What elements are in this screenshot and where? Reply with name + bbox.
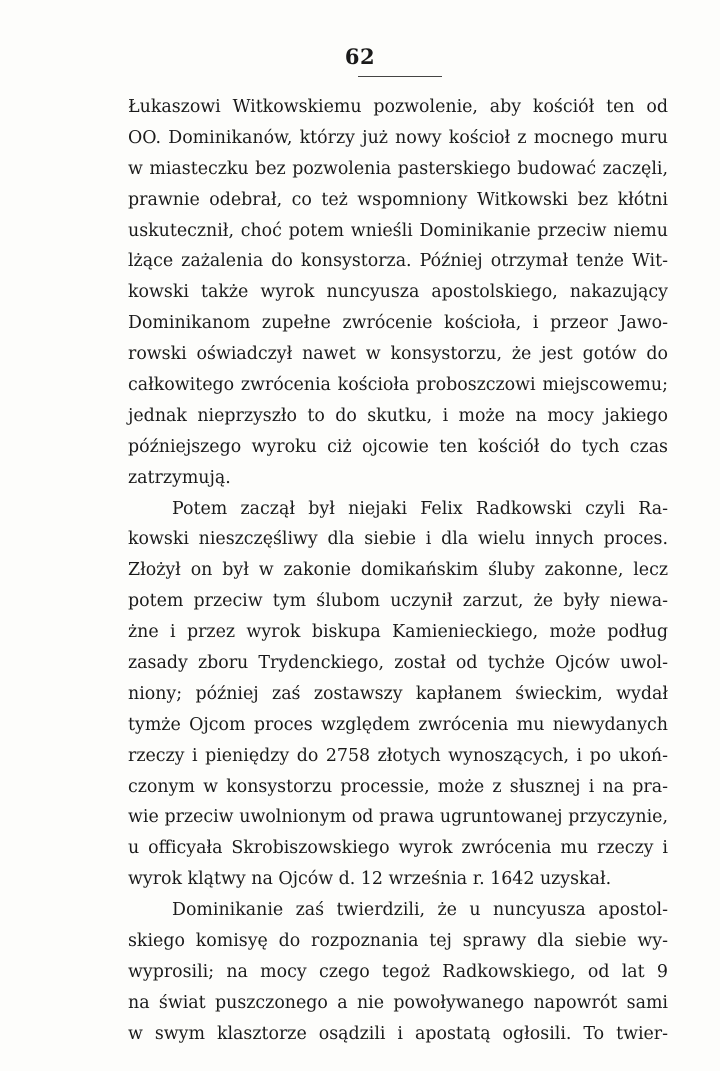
text-line: wyrok klątwy na Ojców d. 12 września r. 1642 uzyskał. (128, 869, 612, 890)
text-line: potem przeciw tym ślubom uczynił zarzut, że były niewa- (128, 591, 668, 612)
text-line: kowski nieszczęśliwy dla siebie i dla wielu innych proces. (128, 529, 668, 550)
text-line: Dominikanom zupełne zwrócenie kościoła, i przeor Jawo- (128, 313, 668, 334)
text-line: rowski oświadczył nawet w konsystorzu, że jest gotów do (128, 344, 668, 365)
text-line: skiego komisyę do rozpoznania tej sprawy dla siebie wy- (128, 931, 668, 952)
text-line: niony; później zaś zostawszy kapłanem świeckim, wydał (128, 683, 668, 704)
text-line: u officyała Skrobiszowskiego wyrok zwrócenia mu rzeczy i (128, 838, 668, 859)
text-line: Łukaszowi Witkowskiemu pozwolenie, aby kościół ten od (128, 97, 668, 117)
text-line: jednak nieprzyszło to do skutku, i może na mocy jakiego (128, 405, 668, 426)
text-line: w miasteczku bez pozwolenia pasterskiego budować zaczęli, (128, 158, 668, 179)
text-line: rzeczy i pieniędzy do 2758 złotych wynoszących, i po ukoń- (128, 745, 668, 766)
text-line: zatrzymują. (128, 467, 231, 488)
text-line: w swym klasztorze osądzili i apostatą ogłosili. To twier- (128, 1023, 668, 1044)
text-line: wie przeciw uwolnionym od prawa ugruntowanej przyczynie, (128, 807, 668, 828)
text-line: Potem zaczął był niejaki Felix Radkowski czyli Ra- (172, 498, 668, 519)
page-number-rule (358, 76, 442, 77)
text-line: uskutecznił, choć potem wnieśli Dominikanie przeciw niemu (128, 220, 668, 241)
text-line: żne i przez wyrok biskupa Kamienieckiego, może podług (128, 622, 668, 643)
text-line: całkowitego zwrócenia kościoła proboszczowi miejscowemu; (128, 375, 668, 396)
text-line: czonym w konsystorzu processie, może z słusznej i na pra- (128, 776, 668, 797)
text-line: lżące zażalenia do konsystorza. Później otrzymał tenże Wit- (128, 251, 668, 272)
text-line: prawnie odebrał, co też wspomniony Witkowski bez kłótni (128, 189, 668, 210)
body-text (128, 92, 668, 1050)
text-line: wyprosili; na mocy czego tegoż Radkowskiego, od lat 9 (128, 961, 668, 982)
text-line: Złożył on był w zakonie domikańskim śluby zakonne, lecz (128, 560, 668, 581)
text-line: Dominikanie zaś twierdzili, że u nuncyusza apostol- (172, 900, 668, 921)
page-number: 62 (344, 44, 376, 69)
text-line: zasady zboru Trydenckiego, został od tychże Ojców uwol- (128, 653, 668, 674)
text-line: tymże Ojcom proces względem zwrócenia mu niewydanych (128, 714, 668, 735)
text-line: kowski także wyrok nuncyusza apostolskiego, nakazujący (128, 282, 668, 303)
text-line: OO. Dominikanów, którzy już nowy kościoł z mocnego muru (128, 127, 668, 148)
text-line: późniejszego wyroku ciż ojcowie ten kościół do tych czas (128, 436, 668, 457)
text-line: na świat puszczonego a nie powoływanego napowrót sami (128, 992, 668, 1013)
